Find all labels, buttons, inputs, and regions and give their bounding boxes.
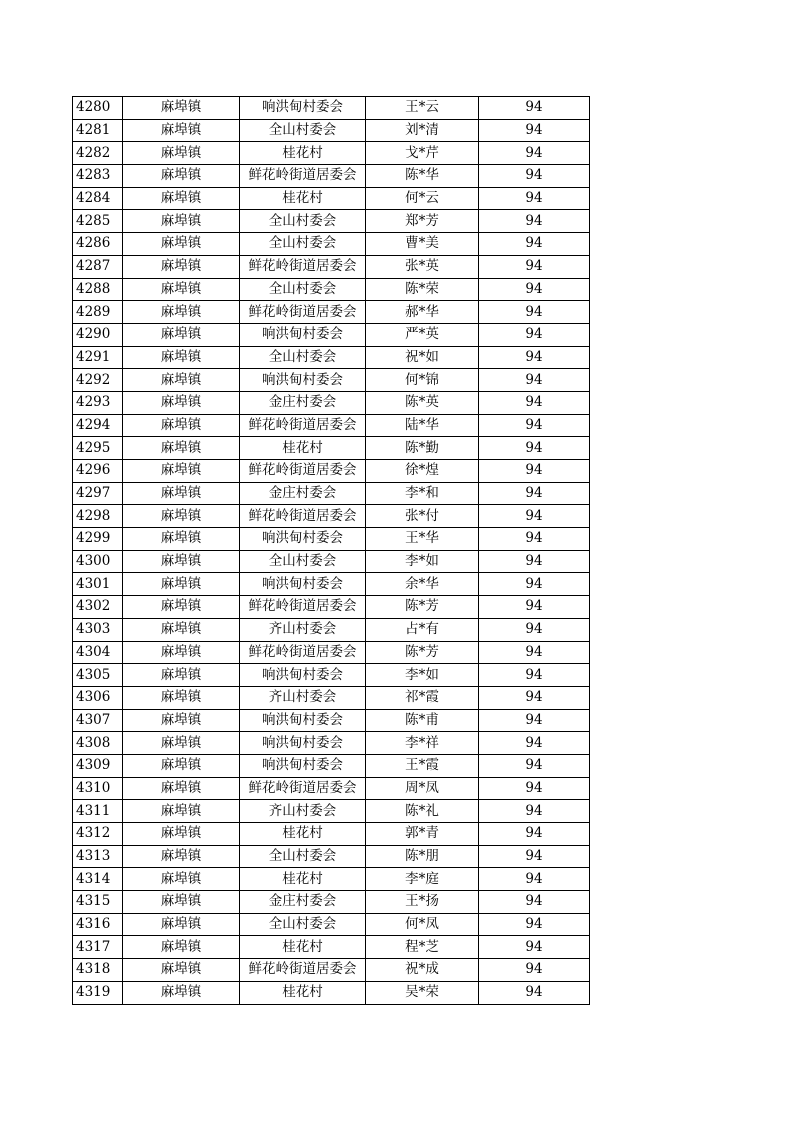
table-row xyxy=(73,187,590,210)
row-id-cell: 4304 xyxy=(73,641,123,664)
table-row xyxy=(73,255,590,278)
name-cell: 陆*华 xyxy=(366,414,479,437)
table-row xyxy=(73,800,590,823)
name-cell: 郝*华 xyxy=(366,301,479,324)
town-cell: 麻埠镇 xyxy=(123,301,240,324)
town-cell: 麻埠镇 xyxy=(123,823,240,846)
score-cell: 94 xyxy=(479,891,590,914)
row-id-cell: 4294 xyxy=(73,414,123,437)
town-cell: 麻埠镇 xyxy=(123,754,240,777)
score-cell: 94 xyxy=(479,868,590,891)
name-cell: 祝*成 xyxy=(366,959,479,982)
village-cell: 鲜花岭街道居委会 xyxy=(240,301,366,324)
village-cell: 全山村委会 xyxy=(240,278,366,301)
score-cell: 94 xyxy=(479,323,590,346)
score-cell: 94 xyxy=(479,709,590,732)
name-cell: 陈*朋 xyxy=(366,845,479,868)
name-cell: 陈*英 xyxy=(366,391,479,414)
town-cell: 麻埠镇 xyxy=(123,187,240,210)
name-cell: 何*凤 xyxy=(366,913,479,936)
table-row xyxy=(73,732,590,755)
name-cell: 曹*美 xyxy=(366,233,479,256)
score-cell: 94 xyxy=(479,641,590,664)
town-cell: 麻埠镇 xyxy=(123,596,240,619)
village-cell: 鲜花岭街道居委会 xyxy=(240,460,366,483)
table-row xyxy=(73,142,590,165)
table-row xyxy=(73,618,590,641)
row-id-cell: 4292 xyxy=(73,369,123,392)
table-row xyxy=(73,119,590,142)
town-cell: 麻埠镇 xyxy=(123,165,240,188)
village-cell: 齐山村委会 xyxy=(240,618,366,641)
table-row xyxy=(73,233,590,256)
name-cell: 吴*荣 xyxy=(366,981,479,1004)
score-cell: 94 xyxy=(479,119,590,142)
score-cell: 94 xyxy=(479,255,590,278)
name-cell: 王*扬 xyxy=(366,891,479,914)
score-cell: 94 xyxy=(479,278,590,301)
score-cell: 94 xyxy=(479,732,590,755)
name-cell: 祝*如 xyxy=(366,346,479,369)
row-id-cell: 4317 xyxy=(73,936,123,959)
name-cell: 余*华 xyxy=(366,573,479,596)
table-row xyxy=(73,460,590,483)
village-cell: 桂花村 xyxy=(240,981,366,1004)
row-id-cell: 4281 xyxy=(73,119,123,142)
name-cell: 周*凤 xyxy=(366,777,479,800)
name-cell: 刘*清 xyxy=(366,119,479,142)
name-cell: 郑*芳 xyxy=(366,210,479,233)
village-cell: 鲜花岭街道居委会 xyxy=(240,165,366,188)
table-row xyxy=(73,891,590,914)
row-id-cell: 4296 xyxy=(73,460,123,483)
row-id-cell: 4286 xyxy=(73,233,123,256)
row-id-cell: 4309 xyxy=(73,754,123,777)
village-cell: 全山村委会 xyxy=(240,346,366,369)
village-cell: 桂花村 xyxy=(240,142,366,165)
score-cell: 94 xyxy=(479,165,590,188)
score-cell: 94 xyxy=(479,664,590,687)
row-id-cell: 4301 xyxy=(73,573,123,596)
table-row xyxy=(73,97,590,120)
table-row xyxy=(73,414,590,437)
town-cell: 麻埠镇 xyxy=(123,142,240,165)
row-id-cell: 4300 xyxy=(73,550,123,573)
row-id-cell: 4299 xyxy=(73,528,123,551)
table-row xyxy=(73,323,590,346)
town-cell: 麻埠镇 xyxy=(123,959,240,982)
score-cell: 94 xyxy=(479,596,590,619)
name-cell: 陈*甫 xyxy=(366,709,479,732)
row-id-cell: 4305 xyxy=(73,664,123,687)
table-row xyxy=(73,278,590,301)
row-id-cell: 4319 xyxy=(73,981,123,1004)
name-cell: 何*云 xyxy=(366,187,479,210)
village-cell: 金庄村委会 xyxy=(240,891,366,914)
name-cell: 程*芝 xyxy=(366,936,479,959)
score-cell: 94 xyxy=(479,97,590,120)
score-cell: 94 xyxy=(479,505,590,528)
town-cell: 麻埠镇 xyxy=(123,618,240,641)
score-cell: 94 xyxy=(479,210,590,233)
town-cell: 麻埠镇 xyxy=(123,709,240,732)
row-id-cell: 4302 xyxy=(73,596,123,619)
row-id-cell: 4297 xyxy=(73,482,123,505)
row-id-cell: 4316 xyxy=(73,913,123,936)
town-cell: 麻埠镇 xyxy=(123,233,240,256)
score-cell: 94 xyxy=(479,550,590,573)
town-cell: 麻埠镇 xyxy=(123,913,240,936)
village-cell: 响洪甸村委会 xyxy=(240,573,366,596)
score-cell: 94 xyxy=(479,936,590,959)
records-table xyxy=(72,96,590,1005)
row-id-cell: 4315 xyxy=(73,891,123,914)
village-cell: 桂花村 xyxy=(240,936,366,959)
table-row xyxy=(73,777,590,800)
town-cell: 麻埠镇 xyxy=(123,119,240,142)
score-cell: 94 xyxy=(479,845,590,868)
name-cell: 郭*青 xyxy=(366,823,479,846)
town-cell: 麻埠镇 xyxy=(123,278,240,301)
name-cell: 李*庭 xyxy=(366,868,479,891)
town-cell: 麻埠镇 xyxy=(123,981,240,1004)
village-cell: 鲜花岭街道居委会 xyxy=(240,505,366,528)
name-cell: 陈*礼 xyxy=(366,800,479,823)
village-cell: 鲜花岭街道居委会 xyxy=(240,959,366,982)
town-cell: 麻埠镇 xyxy=(123,460,240,483)
table-row xyxy=(73,709,590,732)
town-cell: 麻埠镇 xyxy=(123,868,240,891)
village-cell: 响洪甸村委会 xyxy=(240,369,366,392)
village-cell: 全山村委会 xyxy=(240,233,366,256)
table-row xyxy=(73,369,590,392)
name-cell: 李*如 xyxy=(366,550,479,573)
score-cell: 94 xyxy=(479,346,590,369)
row-id-cell: 4284 xyxy=(73,187,123,210)
table-row xyxy=(73,346,590,369)
score-cell: 94 xyxy=(479,686,590,709)
score-cell: 94 xyxy=(479,369,590,392)
village-cell: 桂花村 xyxy=(240,187,366,210)
village-cell: 金庄村委会 xyxy=(240,391,366,414)
name-cell: 王*华 xyxy=(366,528,479,551)
row-id-cell: 4310 xyxy=(73,777,123,800)
village-cell: 桂花村 xyxy=(240,868,366,891)
row-id-cell: 4291 xyxy=(73,346,123,369)
row-id-cell: 4288 xyxy=(73,278,123,301)
town-cell: 麻埠镇 xyxy=(123,210,240,233)
village-cell: 响洪甸村委会 xyxy=(240,664,366,687)
village-cell: 响洪甸村委会 xyxy=(240,732,366,755)
village-cell: 桂花村 xyxy=(240,823,366,846)
town-cell: 麻埠镇 xyxy=(123,800,240,823)
town-cell: 麻埠镇 xyxy=(123,845,240,868)
row-id-cell: 4314 xyxy=(73,868,123,891)
town-cell: 麻埠镇 xyxy=(123,97,240,120)
town-cell: 麻埠镇 xyxy=(123,777,240,800)
table-row xyxy=(73,664,590,687)
village-cell: 全山村委会 xyxy=(240,913,366,936)
table-row xyxy=(73,868,590,891)
name-cell: 占*有 xyxy=(366,618,479,641)
row-id-cell: 4303 xyxy=(73,618,123,641)
village-cell: 齐山村委会 xyxy=(240,686,366,709)
table-row xyxy=(73,528,590,551)
village-cell: 全山村委会 xyxy=(240,550,366,573)
row-id-cell: 4280 xyxy=(73,97,123,120)
town-cell: 麻埠镇 xyxy=(123,346,240,369)
row-id-cell: 4298 xyxy=(73,505,123,528)
row-id-cell: 4312 xyxy=(73,823,123,846)
town-cell: 麻埠镇 xyxy=(123,732,240,755)
town-cell: 麻埠镇 xyxy=(123,550,240,573)
row-id-cell: 4318 xyxy=(73,959,123,982)
town-cell: 麻埠镇 xyxy=(123,414,240,437)
row-id-cell: 4282 xyxy=(73,142,123,165)
town-cell: 麻埠镇 xyxy=(123,686,240,709)
row-id-cell: 4283 xyxy=(73,165,123,188)
score-cell: 94 xyxy=(479,777,590,800)
name-cell: 陈*华 xyxy=(366,165,479,188)
table-row xyxy=(73,981,590,1004)
village-cell: 鲜花岭街道居委会 xyxy=(240,641,366,664)
table-row xyxy=(73,823,590,846)
village-cell: 齐山村委会 xyxy=(240,800,366,823)
table-row xyxy=(73,754,590,777)
name-cell: 陈*芳 xyxy=(366,596,479,619)
name-cell: 严*英 xyxy=(366,323,479,346)
name-cell: 徐*煌 xyxy=(366,460,479,483)
row-id-cell: 4295 xyxy=(73,437,123,460)
score-cell: 94 xyxy=(479,391,590,414)
town-cell: 麻埠镇 xyxy=(123,641,240,664)
table-row xyxy=(73,596,590,619)
row-id-cell: 4287 xyxy=(73,255,123,278)
table-row xyxy=(73,641,590,664)
town-cell: 麻埠镇 xyxy=(123,255,240,278)
town-cell: 麻埠镇 xyxy=(123,369,240,392)
town-cell: 麻埠镇 xyxy=(123,664,240,687)
town-cell: 麻埠镇 xyxy=(123,528,240,551)
name-cell: 祁*霞 xyxy=(366,686,479,709)
village-cell: 鲜花岭街道居委会 xyxy=(240,255,366,278)
score-cell: 94 xyxy=(479,460,590,483)
name-cell: 李*和 xyxy=(366,482,479,505)
row-id-cell: 4293 xyxy=(73,391,123,414)
village-cell: 响洪甸村委会 xyxy=(240,709,366,732)
score-cell: 94 xyxy=(479,187,590,210)
name-cell: 李*如 xyxy=(366,664,479,687)
name-cell: 陈*勤 xyxy=(366,437,479,460)
town-cell: 麻埠镇 xyxy=(123,482,240,505)
village-cell: 响洪甸村委会 xyxy=(240,323,366,346)
table-row xyxy=(73,845,590,868)
village-cell: 鲜花岭街道居委会 xyxy=(240,414,366,437)
score-cell: 94 xyxy=(479,573,590,596)
score-cell: 94 xyxy=(479,618,590,641)
village-cell: 鲜花岭街道居委会 xyxy=(240,596,366,619)
row-id-cell: 4311 xyxy=(73,800,123,823)
score-cell: 94 xyxy=(479,754,590,777)
town-cell: 麻埠镇 xyxy=(123,323,240,346)
score-cell: 94 xyxy=(479,959,590,982)
town-cell: 麻埠镇 xyxy=(123,936,240,959)
row-id-cell: 4290 xyxy=(73,323,123,346)
table-row xyxy=(73,505,590,528)
name-cell: 张*英 xyxy=(366,255,479,278)
score-cell: 94 xyxy=(479,823,590,846)
score-cell: 94 xyxy=(479,800,590,823)
name-cell: 张*付 xyxy=(366,505,479,528)
town-cell: 麻埠镇 xyxy=(123,505,240,528)
score-cell: 94 xyxy=(479,233,590,256)
score-cell: 94 xyxy=(479,528,590,551)
name-cell: 戈*芹 xyxy=(366,142,479,165)
name-cell: 何*锦 xyxy=(366,369,479,392)
village-cell: 桂花村 xyxy=(240,437,366,460)
row-id-cell: 4313 xyxy=(73,845,123,868)
village-cell: 响洪甸村委会 xyxy=(240,754,366,777)
table-row xyxy=(73,391,590,414)
name-cell: 王*云 xyxy=(366,97,479,120)
row-id-cell: 4289 xyxy=(73,301,123,324)
name-cell: 王*霞 xyxy=(366,754,479,777)
table-row xyxy=(73,482,590,505)
score-cell: 94 xyxy=(479,414,590,437)
table-row xyxy=(73,210,590,233)
row-id-cell: 4285 xyxy=(73,210,123,233)
town-cell: 麻埠镇 xyxy=(123,391,240,414)
name-cell: 陈*芳 xyxy=(366,641,479,664)
score-cell: 94 xyxy=(479,142,590,165)
table-row xyxy=(73,686,590,709)
table-row xyxy=(73,165,590,188)
village-cell: 全山村委会 xyxy=(240,210,366,233)
row-id-cell: 4306 xyxy=(73,686,123,709)
score-cell: 94 xyxy=(479,482,590,505)
table-row xyxy=(73,936,590,959)
score-cell: 94 xyxy=(479,913,590,936)
score-cell: 94 xyxy=(479,437,590,460)
village-cell: 全山村委会 xyxy=(240,119,366,142)
table-row xyxy=(73,301,590,324)
town-cell: 麻埠镇 xyxy=(123,891,240,914)
table-row xyxy=(73,437,590,460)
village-cell: 响洪甸村委会 xyxy=(240,97,366,120)
row-id-cell: 4308 xyxy=(73,732,123,755)
table-row xyxy=(73,550,590,573)
records-table-body xyxy=(73,97,590,1005)
row-id-cell: 4307 xyxy=(73,709,123,732)
table-row xyxy=(73,573,590,596)
score-cell: 94 xyxy=(479,301,590,324)
table-row xyxy=(73,913,590,936)
table-row xyxy=(73,959,590,982)
name-cell: 李*祥 xyxy=(366,732,479,755)
score-cell: 94 xyxy=(479,981,590,1004)
village-cell: 响洪甸村委会 xyxy=(240,528,366,551)
village-cell: 鲜花岭街道居委会 xyxy=(240,777,366,800)
town-cell: 麻埠镇 xyxy=(123,437,240,460)
town-cell: 麻埠镇 xyxy=(123,573,240,596)
name-cell: 陈*荣 xyxy=(366,278,479,301)
village-cell: 金庄村委会 xyxy=(240,482,366,505)
village-cell: 全山村委会 xyxy=(240,845,366,868)
